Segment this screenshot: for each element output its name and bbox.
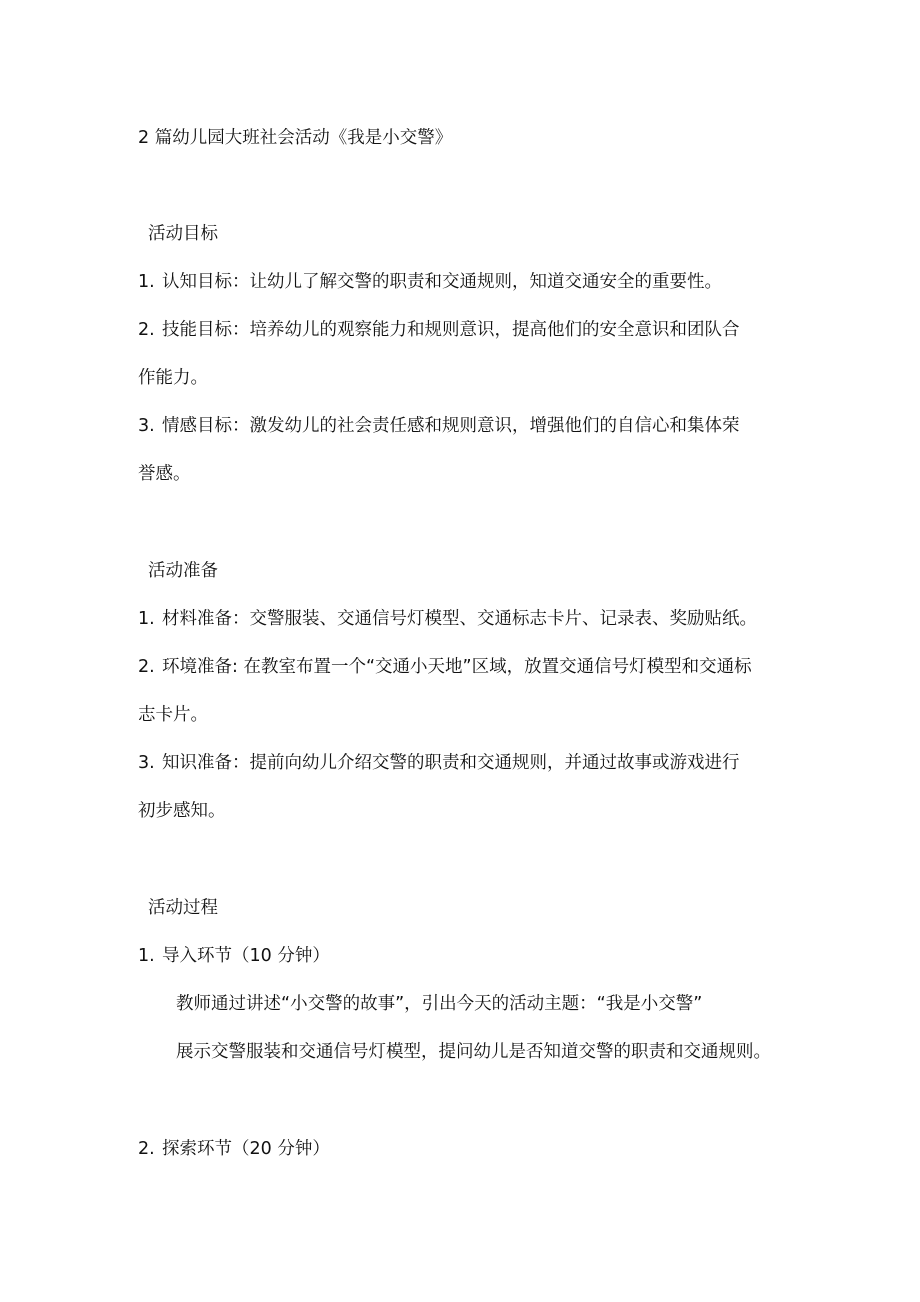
goal-item-2-continuation: 作能力。 <box>138 368 208 388</box>
process-item-2 <box>138 1137 330 1161</box>
goal-item-1 <box>138 270 722 294</box>
prep-item-3 <box>138 751 740 775</box>
item-text: 导入环节（10 分钟） <box>162 946 330 966</box>
prep-item-1 <box>138 607 757 631</box>
goal-item-3-continuation: 誉感。 <box>138 464 191 484</box>
section-heading-preparation: 活动准备 <box>148 561 218 581</box>
prep-item-2 <box>138 655 752 679</box>
item-text: 材料准备：交警服装、交通信号灯模型、交通标志卡片、记录表、奖励贴纸。 <box>162 609 757 629</box>
item-number: 3. <box>138 416 155 436</box>
item-number: 1. <box>138 946 155 966</box>
goal-item-2 <box>138 318 740 342</box>
prep-item-2-continuation: 志卡片。 <box>138 705 208 725</box>
prep-item-3-continuation: 初步感知。 <box>138 801 226 821</box>
goal-item-3 <box>138 414 740 438</box>
document-title: 2 篇幼儿园大班社会活动《我是小交警》 <box>138 128 453 148</box>
item-text: 情感目标：激发幼儿的社会责任感和规则意识，增强他们的自信心和集体荣 <box>162 416 740 436</box>
item-text: 环境准备: 在教室布置一个“交通小天地”区域，放置交通信号灯模型和交通标 <box>162 657 752 677</box>
process-item-1 <box>138 944 330 968</box>
item-number: 3. <box>138 753 155 773</box>
process-item-1-detail-2: 展示交警服装和交通信号灯模型，提问幼儿是否知道交警的职责和交通规则。 <box>176 1042 771 1062</box>
item-text: 探索环节（20 分钟） <box>162 1139 330 1159</box>
section-heading-goals: 活动目标 <box>148 224 218 244</box>
item-number: 1. <box>138 272 155 292</box>
item-number: 2. <box>138 657 155 677</box>
item-number: 2. <box>138 1139 155 1159</box>
item-number: 2. <box>138 320 155 340</box>
section-heading-process: 活动过程 <box>148 898 218 918</box>
item-text: 知识准备：提前向幼儿介绍交警的职责和交通规则，并通过故事或游戏进行 <box>162 753 740 773</box>
item-number: 1. <box>138 609 155 629</box>
process-item-1-detail-1: 教师通过讲述“小交警的故事”，引出今天的活动主题：“我是小交警” <box>176 994 703 1014</box>
item-text: 认知目标：让幼儿了解交警的职责和交通规则，知道交通安全的重要性。 <box>162 272 722 292</box>
item-text: 技能目标：培养幼儿的观察能力和规则意识，提高他们的安全意识和团队合 <box>162 320 740 340</box>
